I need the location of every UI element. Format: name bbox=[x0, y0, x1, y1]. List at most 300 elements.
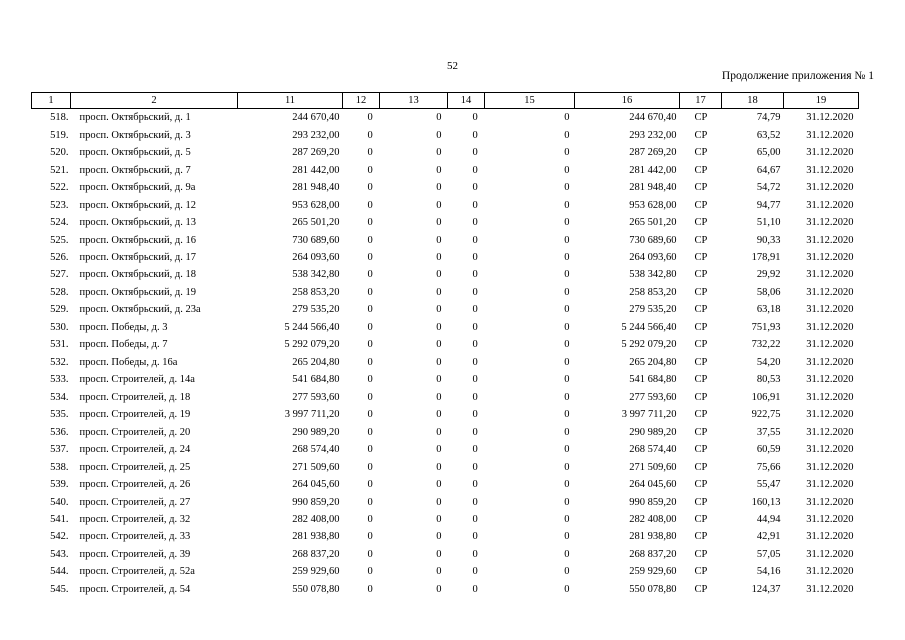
area-col-18-cell: 44,94 bbox=[756, 514, 781, 526]
fund-type-cell: СР bbox=[694, 391, 708, 403]
deadline-date-cell: 31.12.2020 bbox=[806, 286, 854, 298]
column-header-18: 18 bbox=[722, 93, 784, 109]
address-cell: просп. Победы, д. 7 bbox=[79, 339, 168, 351]
fund-type-cell: СР bbox=[694, 409, 708, 421]
row-number-cell: 531. bbox=[50, 339, 69, 351]
value-col-14-cell: 0 bbox=[472, 356, 478, 368]
value-col-14-cell: 0 bbox=[472, 583, 478, 595]
area-col-18-cell: 160,13 bbox=[751, 496, 781, 508]
value-col-14-cell: 0 bbox=[472, 129, 478, 141]
value-col-12-cell: 0 bbox=[367, 321, 373, 333]
cost-col-16-cell: 271 509,60 bbox=[629, 461, 677, 473]
column-header-17: 17 bbox=[680, 93, 722, 109]
deadline-date-cell: 31.12.2020 bbox=[806, 269, 854, 281]
area-col-18-cell: 42,91 bbox=[756, 531, 781, 543]
fund-type-cell: СР bbox=[694, 496, 708, 508]
value-col-13-cell: 0 bbox=[436, 199, 442, 211]
fund-type-cell: СР bbox=[694, 479, 708, 491]
area-col-18-cell: 58,06 bbox=[756, 286, 781, 298]
column-header-13: 13 bbox=[380, 93, 448, 109]
row-number-cell: 538. bbox=[50, 461, 69, 473]
cost-col-11-cell: 281 442,00 bbox=[292, 164, 340, 176]
value-col-12-cell: 0 bbox=[367, 339, 373, 351]
area-col-18-cell: 63,52 bbox=[756, 129, 781, 141]
area-col-18-cell: 37,55 bbox=[756, 426, 781, 438]
value-col-13-cell: 0 bbox=[436, 479, 442, 491]
fund-type-cell: СР bbox=[694, 356, 708, 368]
deadline-date-cell: 31.12.2020 bbox=[806, 321, 854, 333]
area-col-18-cell: 60,59 bbox=[756, 444, 781, 456]
area-col-18-cell: 732,22 bbox=[751, 339, 781, 351]
value-col-15-cell: 0 bbox=[564, 304, 570, 316]
table-row bbox=[32, 126, 859, 143]
row-number-cell: 525. bbox=[50, 234, 69, 246]
address-cell: просп. Победы, д. 16а bbox=[79, 356, 178, 368]
value-col-13-cell: 0 bbox=[436, 409, 442, 421]
row-number-cell: 529. bbox=[50, 304, 69, 316]
area-col-18-cell: 90,33 bbox=[756, 234, 781, 246]
value-col-13-cell: 0 bbox=[436, 129, 442, 141]
row-number-cell: 544. bbox=[50, 566, 69, 578]
value-col-15-cell: 0 bbox=[564, 583, 570, 595]
cost-col-16-cell: 953 628,00 bbox=[629, 199, 677, 211]
cost-col-16-cell: 265 501,20 bbox=[629, 217, 677, 229]
value-col-15-cell: 0 bbox=[564, 217, 570, 229]
fund-type-cell: СР bbox=[694, 304, 708, 316]
value-col-12-cell: 0 bbox=[367, 374, 373, 386]
address-cell: просп. Строителей, д. 39 bbox=[79, 548, 191, 560]
value-col-14-cell: 0 bbox=[472, 217, 478, 229]
area-col-18-cell: 55,47 bbox=[756, 479, 781, 491]
cost-col-11-cell: 281 938,80 bbox=[292, 531, 340, 543]
address-cell: просп. Октябрьский, д. 23а bbox=[79, 304, 201, 316]
cost-col-16-cell: 293 232,00 bbox=[629, 129, 677, 141]
cost-col-16-cell: 550 078,80 bbox=[629, 583, 677, 595]
value-col-15-cell: 0 bbox=[564, 129, 570, 141]
value-col-15-cell: 0 bbox=[564, 531, 570, 543]
table-row bbox=[32, 144, 859, 161]
value-col-13-cell: 0 bbox=[436, 217, 442, 229]
cost-col-16-cell: 259 929,60 bbox=[629, 566, 677, 578]
cost-col-11-cell: 264 093,60 bbox=[292, 251, 340, 263]
value-col-13-cell: 0 bbox=[436, 566, 442, 578]
row-number-cell: 533. bbox=[50, 374, 69, 386]
value-col-15-cell: 0 bbox=[564, 548, 570, 560]
value-col-15-cell: 0 bbox=[564, 199, 570, 211]
value-col-12-cell: 0 bbox=[367, 496, 373, 508]
value-col-13-cell: 0 bbox=[436, 444, 442, 456]
value-col-15-cell: 0 bbox=[564, 339, 570, 351]
value-col-14-cell: 0 bbox=[472, 426, 478, 438]
value-col-13-cell: 0 bbox=[436, 356, 442, 368]
address-cell: просп. Октябрьский, д. 16 bbox=[79, 234, 196, 246]
address-cell: просп. Строителей, д. 52а bbox=[79, 566, 195, 578]
area-col-18-cell: 51,10 bbox=[756, 217, 781, 229]
value-col-14-cell: 0 bbox=[472, 461, 478, 473]
column-header-14: 14 bbox=[448, 93, 485, 109]
value-col-12-cell: 0 bbox=[367, 391, 373, 403]
value-col-12-cell: 0 bbox=[367, 164, 373, 176]
value-col-12-cell: 0 bbox=[367, 304, 373, 316]
deadline-date-cell: 31.12.2020 bbox=[806, 514, 854, 526]
value-col-15-cell: 0 bbox=[564, 496, 570, 508]
area-col-18-cell: 54,20 bbox=[756, 356, 781, 368]
value-col-12-cell: 0 bbox=[367, 217, 373, 229]
fund-type-cell: СР bbox=[694, 234, 708, 246]
value-col-15-cell: 0 bbox=[564, 461, 570, 473]
value-col-14-cell: 0 bbox=[472, 479, 478, 491]
value-col-15-cell: 0 bbox=[564, 234, 570, 246]
header-row bbox=[32, 93, 859, 109]
value-col-13-cell: 0 bbox=[436, 374, 442, 386]
address-cell: просп. Строителей, д. 18 bbox=[79, 391, 191, 403]
value-col-15-cell: 0 bbox=[564, 479, 570, 491]
table-row bbox=[32, 406, 859, 423]
cost-col-11-cell: 258 853,20 bbox=[292, 286, 340, 298]
table-row bbox=[32, 179, 859, 196]
table-row bbox=[32, 336, 859, 353]
value-col-12-cell: 0 bbox=[367, 269, 373, 281]
deadline-date-cell: 31.12.2020 bbox=[806, 391, 854, 403]
value-col-14-cell: 0 bbox=[472, 339, 478, 351]
area-col-18-cell: 922,75 bbox=[751, 409, 781, 421]
row-number-cell: 521. bbox=[50, 164, 69, 176]
value-col-14-cell: 0 bbox=[472, 164, 478, 176]
address-cell: просп. Строителей, д. 26 bbox=[79, 479, 191, 491]
row-number-cell: 520. bbox=[50, 147, 69, 159]
value-col-14-cell: 0 bbox=[472, 496, 478, 508]
value-col-13-cell: 0 bbox=[436, 234, 442, 246]
value-col-13-cell: 0 bbox=[436, 514, 442, 526]
address-cell: просп. Строителей, д. 32 bbox=[79, 514, 191, 526]
table-row bbox=[32, 266, 859, 283]
column-header-15: 15 bbox=[485, 93, 575, 109]
table-body bbox=[32, 109, 859, 599]
row-number-cell: 522. bbox=[50, 182, 69, 194]
value-col-14-cell: 0 bbox=[472, 514, 478, 526]
table-row bbox=[32, 476, 859, 493]
deadline-date-cell: 31.12.2020 bbox=[806, 217, 854, 229]
area-col-18-cell: 29,92 bbox=[756, 269, 781, 281]
value-col-15-cell: 0 bbox=[564, 147, 570, 159]
address-cell: просп. Октябрьский, д. 3 bbox=[79, 129, 191, 141]
table-row bbox=[32, 458, 859, 475]
table-row bbox=[32, 284, 859, 301]
cost-col-11-cell: 5 292 079,20 bbox=[284, 339, 340, 351]
value-col-14-cell: 0 bbox=[472, 112, 478, 124]
value-col-12-cell: 0 bbox=[367, 426, 373, 438]
cost-col-11-cell: 730 689,60 bbox=[292, 234, 340, 246]
deadline-date-cell: 31.12.2020 bbox=[806, 374, 854, 386]
cost-col-11-cell: 281 948,40 bbox=[292, 182, 340, 194]
deadline-date-cell: 31.12.2020 bbox=[806, 199, 854, 211]
cost-col-16-cell: 268 574,40 bbox=[629, 444, 677, 456]
value-col-12-cell: 0 bbox=[367, 583, 373, 595]
area-col-18-cell: 54,16 bbox=[756, 566, 781, 578]
row-number-cell: 526. bbox=[50, 251, 69, 263]
deadline-date-cell: 31.12.2020 bbox=[806, 112, 854, 124]
deadline-date-cell: 31.12.2020 bbox=[806, 251, 854, 263]
value-col-14-cell: 0 bbox=[472, 409, 478, 421]
deadline-date-cell: 31.12.2020 bbox=[806, 566, 854, 578]
address-cell: просп. Строителей, д. 25 bbox=[79, 461, 191, 473]
value-col-13-cell: 0 bbox=[436, 321, 442, 333]
address-cell: просп. Октябрьский, д. 12 bbox=[79, 199, 196, 211]
cost-col-16-cell: 990 859,20 bbox=[629, 496, 677, 508]
fund-type-cell: СР bbox=[694, 251, 708, 263]
fund-type-cell: СР bbox=[694, 444, 708, 456]
area-col-18-cell: 57,05 bbox=[756, 548, 781, 560]
address-cell: просп. Октябрьский, д. 9а bbox=[79, 182, 196, 194]
row-number-cell: 543. bbox=[50, 548, 69, 560]
cost-col-11-cell: 3 997 711,20 bbox=[284, 409, 340, 421]
cost-col-11-cell: 264 045,60 bbox=[292, 479, 340, 491]
row-number-cell: 519. bbox=[50, 129, 69, 141]
column-header-2: 2 bbox=[71, 93, 238, 109]
cost-col-16-cell: 281 948,40 bbox=[629, 182, 677, 194]
row-number-cell: 530. bbox=[50, 321, 69, 333]
value-col-13-cell: 0 bbox=[436, 391, 442, 403]
deadline-date-cell: 31.12.2020 bbox=[806, 479, 854, 491]
address-cell: просп. Октябрьский, д. 1 bbox=[79, 112, 191, 124]
value-col-15-cell: 0 bbox=[564, 409, 570, 421]
address-cell: просп. Октябрьский, д. 13 bbox=[79, 217, 196, 229]
cost-col-16-cell: 287 269,20 bbox=[629, 147, 677, 159]
table-row bbox=[32, 196, 859, 213]
value-col-13-cell: 0 bbox=[436, 496, 442, 508]
area-col-18-cell: 54,72 bbox=[756, 182, 781, 194]
cost-col-11-cell: 265 501,20 bbox=[292, 217, 340, 229]
address-cell: просп. Победы, д. 3 bbox=[79, 321, 168, 333]
row-number-cell: 537. bbox=[50, 444, 69, 456]
area-col-18-cell: 751,93 bbox=[751, 321, 781, 333]
value-col-12-cell: 0 bbox=[367, 234, 373, 246]
row-number-cell: 540. bbox=[50, 496, 69, 508]
cost-col-16-cell: 538 342,80 bbox=[629, 269, 677, 281]
area-col-18-cell: 65,00 bbox=[756, 147, 781, 159]
value-col-15-cell: 0 bbox=[564, 286, 570, 298]
value-col-12-cell: 0 bbox=[367, 409, 373, 421]
row-number-cell: 527. bbox=[50, 269, 69, 281]
cost-col-11-cell: 287 269,20 bbox=[292, 147, 340, 159]
address-cell: просп. Октябрьский, д. 18 bbox=[79, 269, 196, 281]
deadline-date-cell: 31.12.2020 bbox=[806, 426, 854, 438]
row-number-cell: 539. bbox=[50, 479, 69, 491]
fund-type-cell: СР bbox=[694, 339, 708, 351]
column-header-1: 1 bbox=[32, 93, 71, 109]
value-col-15-cell: 0 bbox=[564, 514, 570, 526]
value-col-15-cell: 0 bbox=[564, 321, 570, 333]
deadline-date-cell: 31.12.2020 bbox=[806, 496, 854, 508]
value-col-12-cell: 0 bbox=[367, 514, 373, 526]
fund-type-cell: СР bbox=[694, 374, 708, 386]
deadline-date-cell: 31.12.2020 bbox=[806, 182, 854, 194]
fund-type-cell: СР bbox=[694, 129, 708, 141]
value-col-12-cell: 0 bbox=[367, 199, 373, 211]
value-col-13-cell: 0 bbox=[436, 182, 442, 194]
table-row bbox=[32, 231, 859, 248]
cost-col-16-cell: 258 853,20 bbox=[629, 286, 677, 298]
value-col-15-cell: 0 bbox=[564, 426, 570, 438]
value-col-13-cell: 0 bbox=[436, 251, 442, 263]
value-col-13-cell: 0 bbox=[436, 147, 442, 159]
area-col-18-cell: 74,79 bbox=[756, 112, 781, 124]
deadline-date-cell: 31.12.2020 bbox=[806, 234, 854, 246]
value-col-14-cell: 0 bbox=[472, 566, 478, 578]
table-row bbox=[32, 214, 859, 231]
fund-type-cell: СР bbox=[694, 583, 708, 595]
cost-col-11-cell: 282 408,00 bbox=[292, 514, 340, 526]
address-cell: просп. Строителей, д. 24 bbox=[79, 444, 191, 456]
cost-col-16-cell: 5 292 079,20 bbox=[621, 339, 677, 351]
column-header-11: 11 bbox=[238, 93, 343, 109]
deadline-date-cell: 31.12.2020 bbox=[806, 304, 854, 316]
deadline-date-cell: 31.12.2020 bbox=[806, 129, 854, 141]
table-row bbox=[32, 371, 859, 388]
cost-col-11-cell: 244 670,40 bbox=[292, 112, 340, 124]
fund-type-cell: СР bbox=[694, 461, 708, 473]
area-col-18-cell: 64,67 bbox=[756, 164, 781, 176]
cost-col-11-cell: 265 204,80 bbox=[292, 356, 340, 368]
value-col-12-cell: 0 bbox=[367, 548, 373, 560]
table-row bbox=[32, 301, 859, 318]
row-number-cell: 524. bbox=[50, 217, 69, 229]
value-col-15-cell: 0 bbox=[564, 374, 570, 386]
column-header-16: 16 bbox=[575, 93, 680, 109]
table-row bbox=[32, 493, 859, 510]
cost-col-16-cell: 281 938,80 bbox=[629, 531, 677, 543]
deadline-date-cell: 31.12.2020 bbox=[806, 164, 854, 176]
table-row bbox=[32, 563, 859, 580]
address-cell: просп. Октябрьский, д. 19 bbox=[79, 286, 196, 298]
value-col-15-cell: 0 bbox=[564, 566, 570, 578]
address-cell: просп. Строителей, д. 54 bbox=[79, 583, 191, 595]
row-number-cell: 545. bbox=[50, 583, 69, 595]
fund-type-cell: СР bbox=[694, 286, 708, 298]
row-number-cell: 532. bbox=[50, 356, 69, 368]
value-col-15-cell: 0 bbox=[564, 269, 570, 281]
deadline-date-cell: 31.12.2020 bbox=[806, 444, 854, 456]
cost-col-16-cell: 5 244 566,40 bbox=[621, 321, 677, 333]
cost-col-16-cell: 282 408,00 bbox=[629, 514, 677, 526]
value-col-14-cell: 0 bbox=[472, 199, 478, 211]
deadline-date-cell: 31.12.2020 bbox=[806, 409, 854, 421]
table-row bbox=[32, 511, 859, 528]
cost-col-11-cell: 268 574,40 bbox=[292, 444, 340, 456]
cost-col-16-cell: 3 997 711,20 bbox=[621, 409, 677, 421]
row-number-cell: 541. bbox=[50, 514, 69, 526]
cost-col-11-cell: 259 929,60 bbox=[292, 566, 340, 578]
row-number-cell: 523. bbox=[50, 199, 69, 211]
table-row bbox=[32, 528, 859, 545]
cost-col-16-cell: 281 442,00 bbox=[629, 164, 677, 176]
value-col-12-cell: 0 bbox=[367, 147, 373, 159]
fund-type-cell: СР bbox=[694, 164, 708, 176]
value-col-13-cell: 0 bbox=[436, 286, 442, 298]
value-col-12-cell: 0 bbox=[367, 444, 373, 456]
value-col-12-cell: 0 bbox=[367, 461, 373, 473]
value-col-12-cell: 0 bbox=[367, 182, 373, 194]
fund-type-cell: СР bbox=[694, 199, 708, 211]
value-col-14-cell: 0 bbox=[472, 391, 478, 403]
cost-col-11-cell: 541 684,80 bbox=[292, 374, 340, 386]
fund-type-cell: СР bbox=[694, 566, 708, 578]
area-col-18-cell: 75,66 bbox=[756, 461, 781, 473]
cost-col-11-cell: 277 593,60 bbox=[292, 391, 340, 403]
deadline-date-cell: 31.12.2020 bbox=[806, 548, 854, 560]
appendix-table bbox=[31, 92, 859, 598]
column-header-12: 12 bbox=[343, 93, 380, 109]
fund-type-cell: СР bbox=[694, 112, 708, 124]
table-row bbox=[32, 581, 859, 598]
value-col-12-cell: 0 bbox=[367, 356, 373, 368]
area-col-18-cell: 106,91 bbox=[751, 391, 781, 403]
address-cell: просп. Строителей, д. 27 bbox=[79, 496, 191, 508]
deadline-date-cell: 31.12.2020 bbox=[806, 461, 854, 473]
table-row bbox=[32, 546, 859, 563]
table-row bbox=[32, 249, 859, 266]
value-col-12-cell: 0 bbox=[367, 112, 373, 124]
value-col-14-cell: 0 bbox=[472, 269, 478, 281]
deadline-date-cell: 31.12.2020 bbox=[806, 339, 854, 351]
page-number: 52 bbox=[447, 60, 458, 72]
table-row bbox=[32, 389, 859, 406]
table-row bbox=[32, 319, 859, 336]
cost-col-11-cell: 953 628,00 bbox=[292, 199, 340, 211]
fund-type-cell: СР bbox=[694, 217, 708, 229]
cost-col-16-cell: 264 045,60 bbox=[629, 479, 677, 491]
cost-col-16-cell: 279 535,20 bbox=[629, 304, 677, 316]
deadline-date-cell: 31.12.2020 bbox=[806, 356, 854, 368]
area-col-18-cell: 94,77 bbox=[756, 199, 781, 211]
value-col-12-cell: 0 bbox=[367, 479, 373, 491]
value-col-15-cell: 0 bbox=[564, 112, 570, 124]
value-col-14-cell: 0 bbox=[472, 286, 478, 298]
fund-type-cell: СР bbox=[694, 426, 708, 438]
address-cell: просп. Строителей, д. 33 bbox=[79, 531, 191, 543]
cost-col-11-cell: 290 989,20 bbox=[292, 426, 340, 438]
area-col-18-cell: 63,18 bbox=[756, 304, 781, 316]
table-row bbox=[32, 109, 859, 127]
area-col-18-cell: 80,53 bbox=[756, 374, 781, 386]
deadline-date-cell: 31.12.2020 bbox=[806, 147, 854, 159]
fund-type-cell: СР bbox=[694, 147, 708, 159]
cost-col-11-cell: 550 078,80 bbox=[292, 583, 340, 595]
value-col-15-cell: 0 bbox=[564, 251, 570, 263]
address-cell: просп. Октябрьский, д. 17 bbox=[79, 251, 196, 263]
address-cell: просп. Октябрьский, д. 5 bbox=[79, 147, 191, 159]
value-col-15-cell: 0 bbox=[564, 356, 570, 368]
fund-type-cell: СР bbox=[694, 269, 708, 281]
cost-col-16-cell: 264 093,60 bbox=[629, 251, 677, 263]
cost-col-16-cell: 265 204,80 bbox=[629, 356, 677, 368]
table-row bbox=[32, 423, 859, 440]
cost-col-11-cell: 990 859,20 bbox=[292, 496, 340, 508]
row-number-cell: 536. bbox=[50, 426, 69, 438]
cost-col-11-cell: 538 342,80 bbox=[292, 269, 340, 281]
value-col-14-cell: 0 bbox=[472, 444, 478, 456]
fund-type-cell: СР bbox=[694, 321, 708, 333]
fund-type-cell: СР bbox=[694, 514, 708, 526]
address-cell: просп. Октябрьский, д. 7 bbox=[79, 164, 191, 176]
cost-col-11-cell: 293 232,00 bbox=[292, 129, 340, 141]
value-col-14-cell: 0 bbox=[472, 304, 478, 316]
table-header bbox=[32, 93, 859, 109]
area-col-18-cell: 124,37 bbox=[751, 583, 781, 595]
value-col-15-cell: 0 bbox=[564, 164, 570, 176]
cost-col-16-cell: 268 837,20 bbox=[629, 548, 677, 560]
row-number-cell: 518. bbox=[50, 112, 69, 124]
